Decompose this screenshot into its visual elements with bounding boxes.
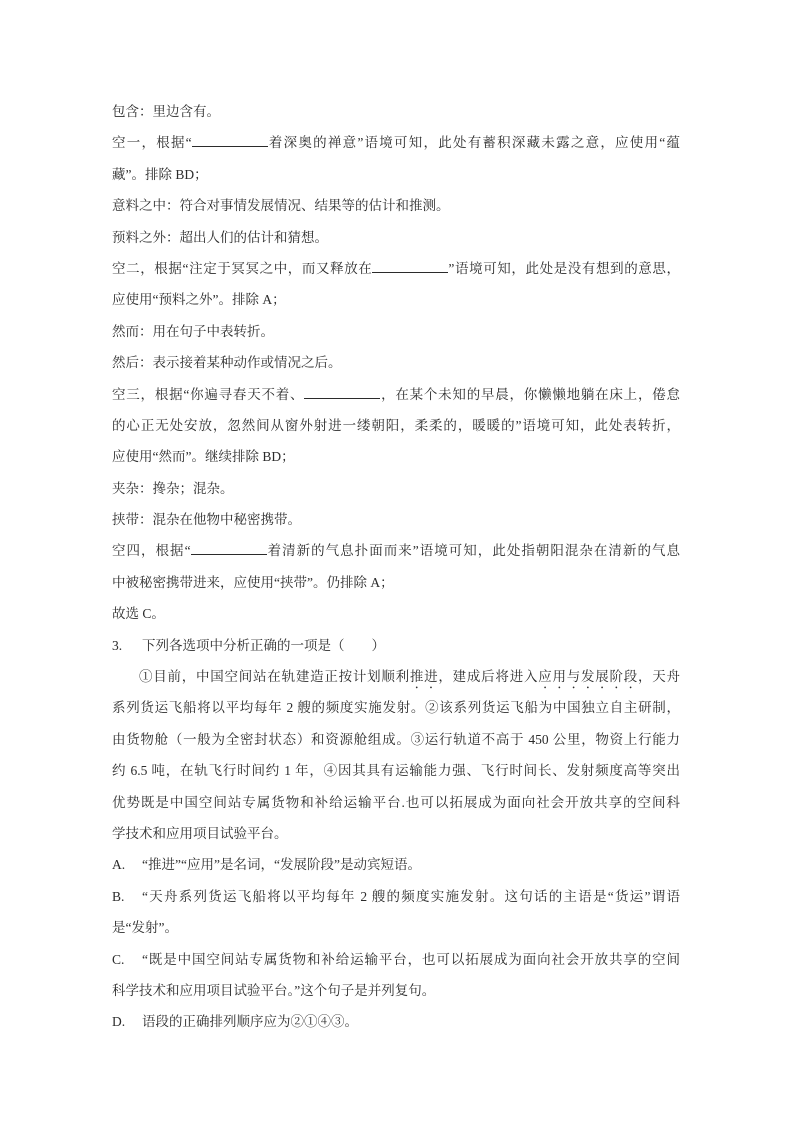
text-run: ，在某个未知的早晨，你懒懒地躺在床上，倦怠 <box>380 386 680 402</box>
text-run: 藏”。排除 BD； <box>112 166 208 182</box>
emphasized-text: 推进 <box>409 669 439 685</box>
doc-line <box>112 724 680 755</box>
text-run: 预料之外：超出人们的估计和猜想。 <box>112 229 328 245</box>
doc-line <box>112 755 680 786</box>
doc-line <box>112 881 680 912</box>
text-run: ，天舟 <box>638 669 680 685</box>
doc-line <box>112 504 680 535</box>
text-run: 然后：表示接着某种动作或情况之后。 <box>112 355 342 371</box>
text-run: ”语境可知，此处是没有想到的意思， <box>448 260 680 276</box>
text-run: 语段的正确排列顺序应为②①④③。 <box>142 1014 358 1030</box>
doc-line <box>112 379 680 410</box>
blank-underline <box>372 260 448 273</box>
doc-line <box>112 441 680 472</box>
doc-line <box>112 912 680 943</box>
doc-line <box>112 284 680 315</box>
doc-line <box>112 96 680 127</box>
doc-line <box>112 787 680 818</box>
text-run: 包含：里边含有。 <box>112 104 220 119</box>
text-run: 约 6.5 吨，在轨飞行时间约 1 年，④因其具有运输能力强、飞行时间长、发射频度高等突出 <box>112 763 680 779</box>
text-run: 中被秘密携带进来，应使用“挟带”。仍排除 A； <box>112 574 394 590</box>
doc-line <box>112 975 680 1006</box>
doc-line <box>112 567 680 598</box>
blank-underline <box>191 542 267 555</box>
doc-line <box>112 818 680 849</box>
text-run: 空三，根据“你遍寻春天不着、 <box>112 386 305 402</box>
text-run: 是“发射”。 <box>112 920 178 936</box>
doc-line <box>112 190 680 221</box>
blank-underline <box>192 134 268 147</box>
text-run: 夹杂：搀杂；混杂。 <box>112 480 234 496</box>
doc-line <box>112 347 680 378</box>
doc-line <box>112 692 680 723</box>
document-text-block <box>112 96 680 1038</box>
text-run: 系列货运飞船将以平均每年 2 艘的频度实施发射。②该系列货运飞船为中国独立自主研制， <box>112 700 680 716</box>
text-run: 优势既是中国空间站专属货物和补给运输平台.也可以拓展成为面向社会开放共享的空间科 <box>112 794 680 810</box>
text-run: 空四，根据“ <box>112 543 191 559</box>
doc-line <box>112 473 680 504</box>
text-run: 科学技术和应用项目试验平台。”这个句子是并列复句。 <box>112 982 436 998</box>
doc-line <box>112 598 680 629</box>
doc-line <box>112 253 680 284</box>
text-run: 应使用“然而”。继续排除 BD； <box>112 449 295 465</box>
text-run: 下列各选项中分析正确的一项是（ ） <box>142 637 385 653</box>
doc-line <box>112 535 680 566</box>
text-run: “天舟系列货运飞船将以平均每年 2 艘的频度实施发射。这句话的主语是“货运”谓语 <box>142 888 680 904</box>
emphasized-text: 应用与发展阶段 <box>538 669 639 685</box>
doc-line <box>112 410 680 441</box>
doc-line <box>112 316 680 347</box>
text-run: 空一，根据“ <box>112 135 192 151</box>
item-label: A. <box>112 857 126 873</box>
item-label: 3. <box>112 637 123 653</box>
text-run: ①目前，中国空间站在轨建造正按计划顺利 <box>139 669 410 685</box>
text-run: “推进”“应用”是名词，“发展阶段”是动宾短语。 <box>142 857 421 873</box>
text-run: 学技术和应用项目试验平台。 <box>112 825 288 841</box>
doc-line <box>112 944 680 975</box>
doc-line <box>112 849 680 880</box>
doc-line <box>112 661 680 692</box>
text-run: 挟带：混杂在他物中秘密携带。 <box>112 512 301 528</box>
item-label: C. <box>112 951 125 967</box>
text-run: 故选 C。 <box>112 606 165 622</box>
text-run: 空二，根据“注定于冥冥之中，而又释放在 <box>112 260 373 276</box>
doc-line <box>112 127 680 158</box>
text-run: 应使用“预料之外”。排除 A； <box>112 292 286 308</box>
text-run: 然而：用在句子中表转折。 <box>112 323 274 339</box>
text-run: 的心正无处安放，忽然间从窗外射进一缕朝阳，柔柔的，暖暖的”语境可知，此处表转折， <box>112 417 680 433</box>
doc-line <box>112 159 680 190</box>
text-run: 意料之中：符合对事情发展情况、结果等的估计和推测。 <box>112 198 450 214</box>
blank-underline <box>304 386 380 399</box>
text-run: “既是中国空间站专属货物和补给运输平台，也可以拓展成为面向社会开放共享的空间 <box>142 951 680 967</box>
item-label: D. <box>112 1014 126 1030</box>
doc-line <box>112 630 680 661</box>
text-run: 着深奥的禅意”语境可知，此处有蓄积深藏未露之意，应使用“蕴 <box>267 135 680 151</box>
text-run: ，建成后将进入 <box>438 669 539 685</box>
doc-line <box>112 1006 680 1037</box>
item-label: B. <box>112 888 125 904</box>
doc-line <box>112 222 680 253</box>
text-run: 着清新的气息扑面而来”语境可知，此处指朝阳混杂在清新的气息 <box>266 543 680 559</box>
text-run: 由货物舱（一般为全密封状态）和资源舱组成。③运行轨道不高于 450 公里，物资上行能力 <box>112 731 680 747</box>
